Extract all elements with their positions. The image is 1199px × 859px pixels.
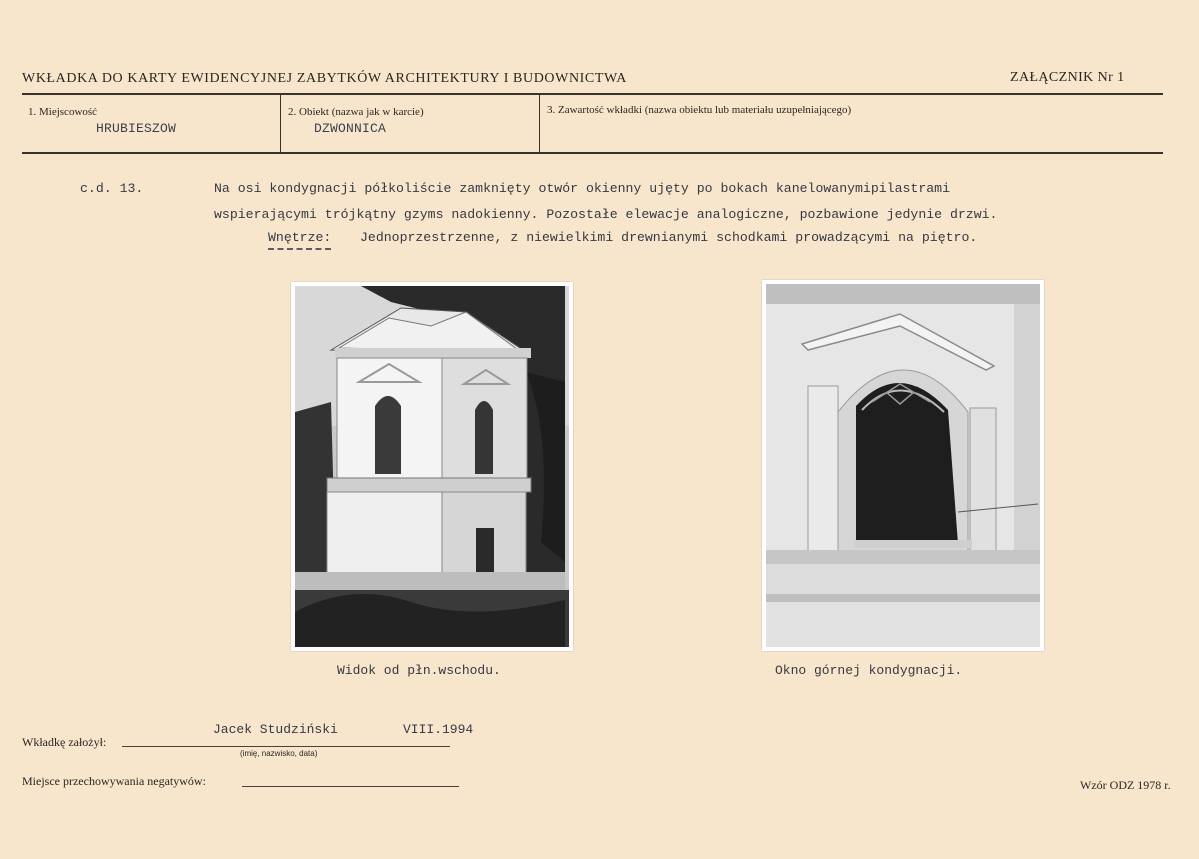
- description-line-3: Jednoprzestrzenne, z niewielkimi drewnianymi schodkami prowadzącymi na piętro.: [360, 230, 978, 245]
- negatives-line: [242, 786, 459, 787]
- interior-label: Wnętrze:: [268, 228, 331, 250]
- form-version: Wzór ODZ 1978 r.: [1080, 778, 1171, 792]
- belfry-image: [291, 282, 573, 651]
- continuation-ref: c.d. 13.: [80, 181, 144, 196]
- field-divider-1: [280, 95, 281, 152]
- photo-window-caption: Okno górnej kondygnacji.: [775, 663, 963, 678]
- header-rule-bottom: [22, 152, 1163, 154]
- author-date: VIII.1994: [403, 722, 474, 737]
- author-line: [122, 746, 450, 747]
- header-rule-top: [22, 93, 1163, 95]
- author-label: Wkładkę założył:: [22, 735, 107, 749]
- author-name: Jacek Studziński: [213, 722, 338, 737]
- object-value: DZWONNICA: [314, 121, 387, 136]
- description-line-2: wspierającymi trójkątny gzyms nadokienny. Pozostałe elewacje analogiczne, pozbawione jedynie drzwi.: [214, 207, 998, 222]
- card-title: WKŁADKA DO KARTY EWIDENCYJNEJ ZABYTKÓW ARCHITEKTURY I BUDOWNICTWA: [22, 71, 627, 86]
- object-label: 2. Obiekt (nazwa jak w karcie): [288, 106, 424, 118]
- contents-label: 3. Zawartość wkładki (nazwa obiektu lub materiału uzupełniającego): [547, 104, 852, 116]
- description-line-1: Na osi kondygnacji półkoliście zamknięty otwór okienny ujęty po bokach kanelowanymipilastrami: [214, 181, 950, 196]
- attachment-number: ZAŁĄCZNIK Nr 1: [1010, 70, 1125, 85]
- photo-window: [762, 280, 1044, 651]
- place-value: HRUBIESZOW: [96, 121, 177, 136]
- field-divider-2: [539, 95, 540, 152]
- author-hint: (imię, nazwisko, data): [240, 749, 318, 758]
- window-image: [762, 280, 1044, 651]
- negatives-label: Miejsce przechowywania negatywów:: [22, 774, 206, 788]
- photo-belfry-caption: Widok od płn.wschodu.: [337, 663, 501, 678]
- place-label: 1. Miejscowość: [28, 106, 98, 118]
- photo-belfry: [291, 282, 573, 651]
